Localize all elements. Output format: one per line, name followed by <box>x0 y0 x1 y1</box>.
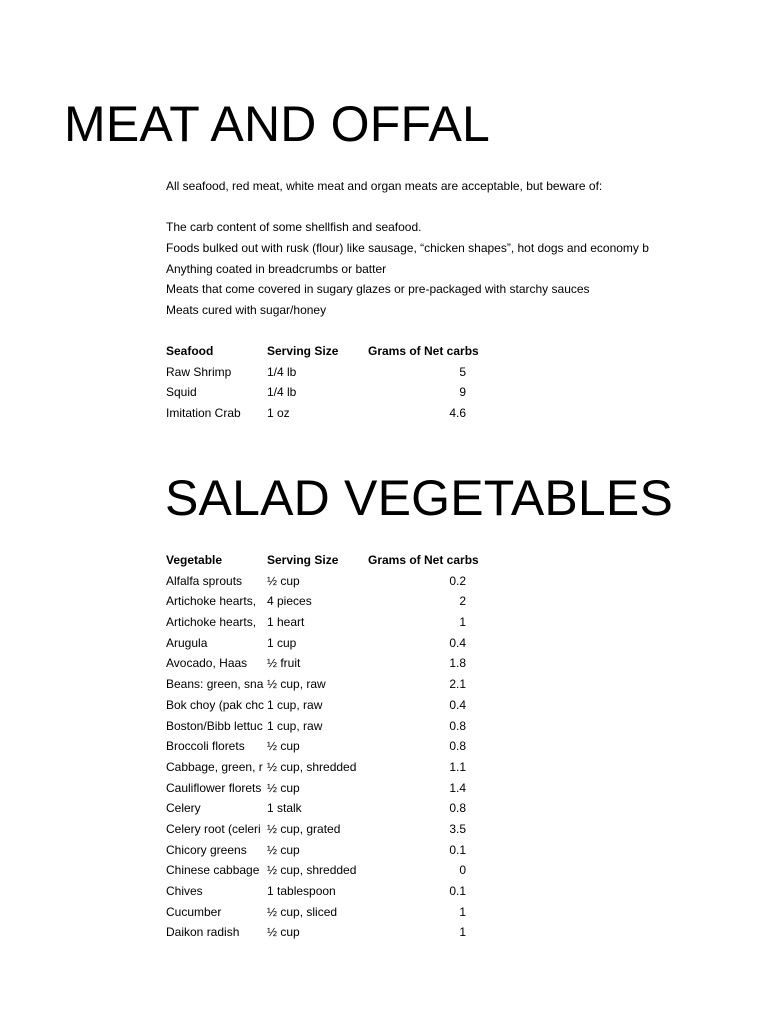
item-name-cell: Squid <box>166 385 197 400</box>
item-name-cell: Artichoke hearts, <box>166 615 257 630</box>
warning-item: Anything coated in breadcrumbs or batter <box>166 262 387 276</box>
net-carbs-cell: 1 <box>459 904 466 919</box>
warning-item: Meats that come covered in sugary glazes or pre-packaged with starchy sauces <box>166 282 590 296</box>
warning-item: Meats cured with sugar/honey <box>166 303 327 317</box>
net-carbs-cell: 3.5 <box>449 821 466 836</box>
item-name-cell: Celery <box>166 801 201 816</box>
meat-intro: All seafood, red meat, white meat and organ meats are acceptable, but beware of: <box>166 179 603 193</box>
column-header: Serving Size <box>267 344 339 358</box>
item-name-cell: Arugula <box>166 635 208 650</box>
net-carbs-cell: 0.2 <box>449 573 466 588</box>
item-name-cell: Imitation Crab <box>166 406 241 421</box>
item-name-cell: Alfalfa sprouts <box>166 573 243 588</box>
item-name-cell: Daikon radish <box>166 925 240 940</box>
net-carbs-cell: 4.6 <box>449 406 466 421</box>
column-header: Vegetable <box>166 553 223 567</box>
serving-size-cell: ½ cup, shredded <box>267 759 357 774</box>
serving-size-cell: 1 cup, raw <box>267 718 323 733</box>
serving-size-cell: 1/4 lb <box>267 364 297 379</box>
item-name-cell: Broccoli florets <box>166 739 245 754</box>
item-name-cell: Avocado, Haas <box>166 656 248 671</box>
item-name-cell: Chicory greens <box>166 842 247 857</box>
item-name-cell: Chives <box>166 884 203 898</box>
net-carbs-cell: 1.4 <box>449 780 466 795</box>
serving-size-cell: ½ cup, grated <box>267 821 341 836</box>
serving-size-cell: 1 tablespoon <box>267 884 336 898</box>
item-name-cell: Cabbage, green, r <box>166 759 263 774</box>
net-carbs-cell: 5 <box>459 364 466 379</box>
column-header: Grams of Net carbs <box>368 344 479 358</box>
net-carbs-cell: 0 <box>459 863 466 878</box>
net-carbs-cell: 2.1 <box>449 677 466 692</box>
net-carbs-cell: 0.8 <box>449 739 466 754</box>
net-carbs-cell: 9 <box>459 385 466 400</box>
item-name-cell: Artichoke hearts, <box>166 594 257 609</box>
warning-item: The carb content of some shellfish and seafood. <box>166 220 422 234</box>
item-name-cell: Bok choy (pak chc <box>166 697 265 712</box>
serving-size-cell: ½ cup <box>267 925 300 940</box>
serving-size-cell: 1 stalk <box>267 801 302 816</box>
serving-size-cell: 1 cup <box>267 635 297 650</box>
serving-size-cell: 1 heart <box>267 615 305 630</box>
net-carbs-cell: 1.8 <box>449 656 466 671</box>
serving-size-cell: ½ cup, raw <box>267 677 326 692</box>
section-title-salad: SALAD VEGETABLES <box>165 470 674 526</box>
net-carbs-cell: 0.4 <box>449 697 466 712</box>
net-carbs-cell: 2 <box>459 594 466 609</box>
net-carbs-cell: 0.8 <box>449 801 466 816</box>
net-carbs-cell: 1 <box>459 925 466 940</box>
item-name-cell: Chinese cabbage <box>166 863 260 878</box>
net-carbs-cell: 0.8 <box>449 718 466 733</box>
serving-size-cell: 4 pieces <box>267 594 312 609</box>
item-name-cell: Boston/Bibb lettuc <box>166 718 263 733</box>
column-header: Seafood <box>166 344 214 358</box>
serving-size-cell: ½ cup <box>267 573 300 588</box>
serving-size-cell: 1/4 lb <box>267 385 297 400</box>
net-carbs-cell: 0.1 <box>449 842 466 857</box>
item-name-cell: Beans: green, sna <box>166 677 264 692</box>
serving-size-cell: 1 cup, raw <box>267 697 323 712</box>
column-header: Serving Size <box>267 553 339 567</box>
warning-item: Foods bulked out with rusk (flour) like sausage, “chicken shapes”, hot dogs and economy b <box>166 241 649 255</box>
serving-size-cell: ½ cup <box>267 842 300 857</box>
item-name-cell: Cucumber <box>166 904 222 919</box>
serving-size-cell: ½ cup <box>267 739 300 754</box>
serving-size-cell: ½ cup, shredded <box>267 863 357 878</box>
serving-size-cell: ½ fruit <box>267 656 301 671</box>
net-carbs-cell: 1 <box>459 615 466 630</box>
net-carbs-cell: 0.4 <box>449 635 466 650</box>
serving-size-cell: 1 oz <box>267 406 290 421</box>
item-name-cell: Celery root (celeri <box>166 821 261 836</box>
item-name-cell: Raw Shrimp <box>166 364 232 379</box>
column-header: Grams of Net carbs <box>368 553 479 567</box>
item-name-cell: Cauliflower florets <box>166 780 262 795</box>
serving-size-cell: ½ cup, sliced <box>267 904 338 919</box>
net-carbs-cell: 1.1 <box>449 759 466 774</box>
net-carbs-cell: 0.1 <box>449 884 466 898</box>
section-title-meat: MEAT AND OFFAL <box>64 96 491 152</box>
serving-size-cell: ½ cup <box>267 780 300 795</box>
